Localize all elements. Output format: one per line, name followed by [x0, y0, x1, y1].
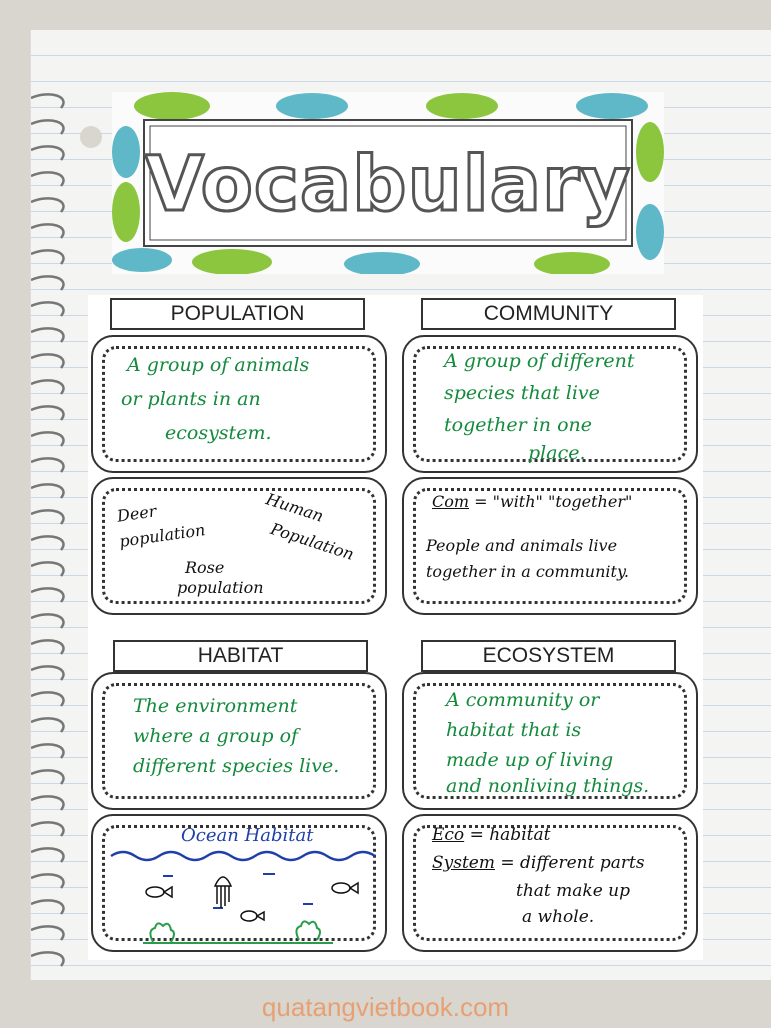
- banner-title: Vocabulary: [144, 138, 632, 228]
- heading-habitat: HABITAT: [113, 640, 368, 672]
- card-community-definition: [402, 335, 698, 473]
- card-ecosystem-word-root: [402, 814, 698, 952]
- community-note-line-1: People and animals live: [426, 536, 618, 555]
- system-meaning-line-2: that make up: [516, 881, 631, 901]
- spiral-binding: [31, 90, 75, 980]
- system-meaning-line-3: a whole.: [522, 907, 595, 927]
- population-definition-line-1: A group of animals: [127, 354, 310, 376]
- heading-population: POPULATION: [110, 298, 365, 330]
- ecosystem-definition-line-4: and nonliving things.: [446, 775, 650, 797]
- watermark: quatangvietbook.com: [261, 992, 510, 1022]
- rose-label: Rose: [185, 558, 225, 577]
- human-population-label: Population: [268, 519, 357, 564]
- ecosystem-definition-line-2: habitat that is: [446, 719, 582, 741]
- eco-prefix: Eco: [432, 825, 465, 845]
- vocabulary-banner: [112, 92, 664, 274]
- deer-population-label: population: [118, 520, 207, 551]
- ecosystem-definition-line-3: made up of living: [446, 749, 614, 771]
- card-ecosystem-definition: [402, 672, 698, 810]
- population-definition-line-3: ecosystem.: [165, 422, 272, 444]
- card-population-definition: [91, 335, 387, 473]
- heading-ecosystem: ECOSYSTEM: [421, 640, 676, 672]
- community-note-line-2: together in a community.: [426, 562, 629, 581]
- com-prefix: Com: [432, 492, 470, 511]
- com-root: [432, 491, 632, 513]
- system-prefix: System: [432, 853, 495, 873]
- habitat-definition-line-1: The environment: [133, 695, 298, 717]
- rose-population-label: population: [177, 578, 264, 597]
- population-definition-line-2: or plants in an: [121, 388, 261, 410]
- system-meaning: = different parts: [500, 853, 645, 873]
- community-definition-line-3: together in one: [444, 414, 592, 436]
- card-community-word-root: [402, 477, 698, 615]
- deer-label: Deer: [115, 501, 158, 526]
- vocabulary-organizer: [88, 295, 703, 960]
- ecosystem-definition-line-1: A community or: [446, 689, 600, 711]
- habitat-definition-line-3: different species live.: [133, 755, 340, 777]
- habitat-definition-line-2: where a group of: [133, 725, 299, 747]
- eco-root: [432, 824, 550, 847]
- community-definition-line-1: A group of different: [444, 350, 635, 372]
- card-habitat-definition: [91, 672, 387, 810]
- com-meaning: = "with" "together": [474, 492, 633, 511]
- punch-hole: [80, 126, 102, 148]
- eco-meaning: = habitat: [469, 825, 551, 845]
- ocean-habitat-label: Ocean Habitat: [181, 825, 314, 846]
- heading-community: COMMUNITY: [421, 298, 676, 330]
- community-definition-line-4: place.: [528, 442, 586, 464]
- card-habitat-drawing: [91, 814, 387, 952]
- system-root: [432, 852, 645, 875]
- ocean-drawing: [103, 846, 379, 946]
- community-definition-line-2: species that live: [444, 382, 600, 404]
- card-population-examples: [91, 477, 387, 615]
- human-label: Human: [263, 489, 326, 526]
